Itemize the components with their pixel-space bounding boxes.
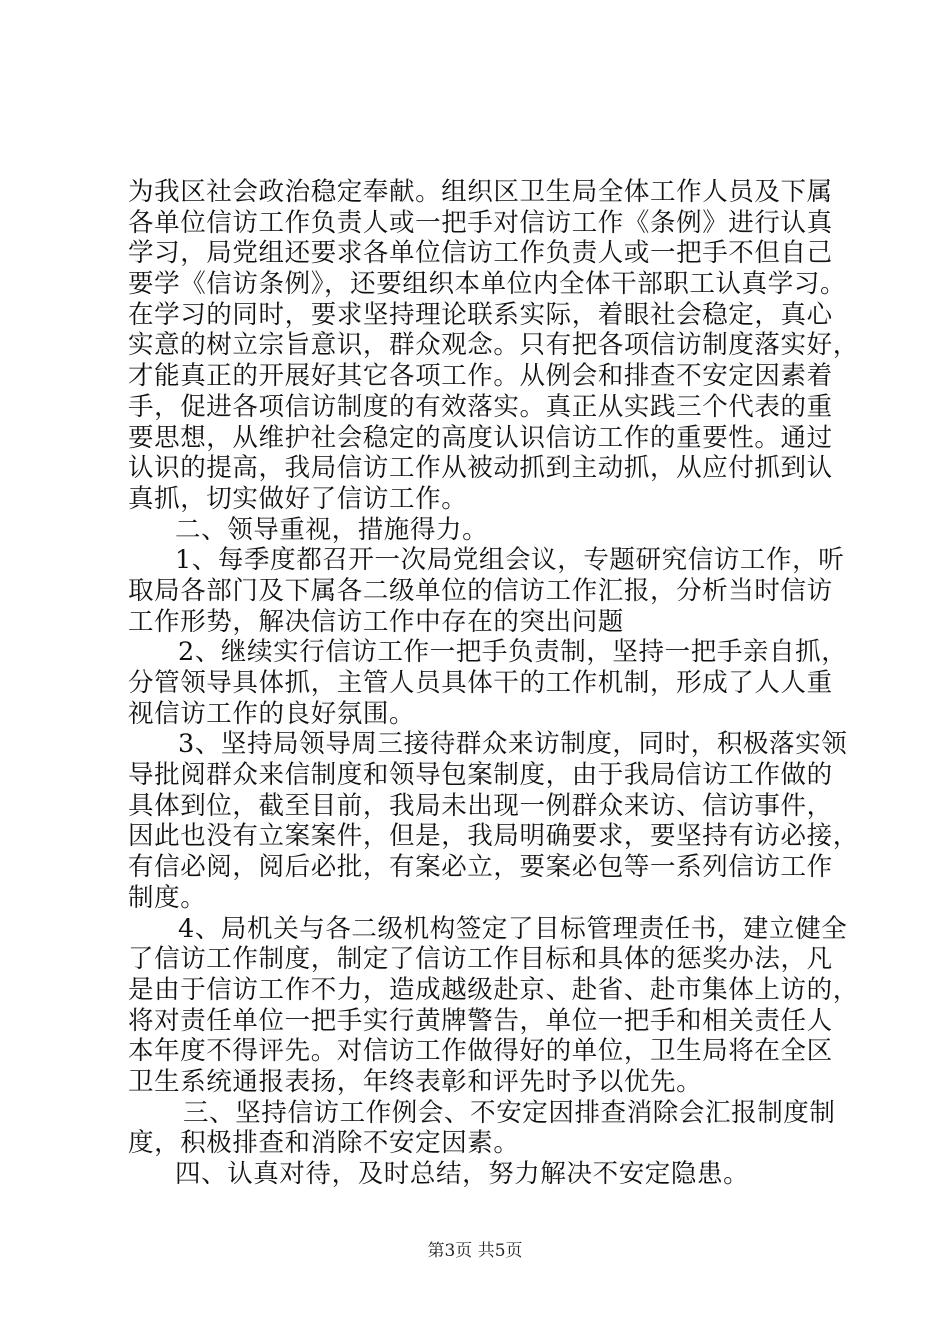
- paragraph-line: 本年度不得评先。对信访工作做得好的单位，卫生局将在全区: [128, 1036, 833, 1066]
- paragraph-line: 因此也没有立案案件，但是，我局明确要求，要坚持有访必接，: [128, 821, 859, 851]
- paragraph-line: 各单位信访工作负责人或一把手对信访工作《条例》进行认真: [128, 208, 833, 238]
- paragraph-line: 2、继续实行信访工作一把手负责制，坚持一把手亲自抓，: [178, 637, 848, 667]
- paragraph-line: 实意的树立宗旨意识，群众观念。只有把各项信访制度落实好，: [128, 330, 859, 360]
- paragraph-line: 有信必阅，阅后必批，有案必立，要案必包等一系列信访工作: [128, 852, 833, 882]
- paragraph-line: 4、局机关与各二级机构签定了目标管理责任书，建立健全: [178, 914, 848, 944]
- paragraph-line: 制度。: [128, 883, 207, 913]
- paragraph-line: 分管领导具体抓，主管人员具体干的工作机制，形成了人人重: [128, 668, 833, 698]
- section-heading: 二、领导重视，措施得力。: [175, 515, 489, 545]
- paragraph-line: 3、坚持局领导周三接待群众来访制度，同时，积极落实领: [178, 729, 848, 759]
- paragraph-line: 要学《信访条例》，还要组织本单位内全体干部职工认真学习。: [128, 269, 847, 299]
- paragraph-line: 学习，局党组还要求各单位信访工作负责人或一把手不但自己: [128, 238, 833, 268]
- paragraph-line: 视信访工作的良好氛围。: [128, 699, 416, 729]
- paragraph-line: 1、每季度都召开一次局党组会议，专题研究信访工作，听: [175, 545, 845, 575]
- paragraph-line: 是由于信访工作不力，造成越级赴京、赴省、赴市集体上访的，: [128, 975, 859, 1005]
- page-footer: 第3页 共5页: [427, 1241, 523, 1261]
- paragraph-line: 了信访工作制度，制定了信访工作目标和具体的惩奖办法，凡: [128, 944, 833, 974]
- paragraph-line: 在学习的同时，要求坚持理论联系实际，着眼社会稳定，真心: [128, 300, 833, 330]
- paragraph-line: 要思想，从维护社会稳定的高度认识信访工作的重要性。通过: [128, 423, 833, 453]
- paragraph-line: 为我区社会政治稳定奉献。组织区卫生局全体工作人员及下属: [128, 177, 833, 207]
- paragraph-line: 卫生系统通报表扬，年终表彰和评先时予以优先。: [128, 1067, 703, 1097]
- paragraph-line: 真抓，切实做好了信访工作。: [128, 484, 468, 514]
- paragraph-line: 才能真正的开展好其它各项工作。从例会和排查不安定因素着: [128, 361, 833, 391]
- paragraph-line: 认识的提高，我局信访工作从被动抓到主动抓，从应付抓到认: [128, 453, 833, 483]
- paragraph-line: 具体到位，截至目前，我局未出现一例群众来访、信访事件，: [128, 791, 833, 821]
- paragraph-line: 手，促进各项信访制度的有效落实。真正从实践三个代表的重: [128, 392, 833, 422]
- section-heading: 四、认真对待，及时总结，努力解决不安定隐患。: [175, 1159, 750, 1189]
- paragraph-line: 将对责任单位一把手实行黄牌警告，单位一把手和相关责任人: [128, 1006, 833, 1036]
- paragraph-line: 取局各部门及下属各二级单位的信访工作汇报，分析当时信访: [128, 576, 833, 606]
- section-heading: 三、坚持信访工作例会、不安定因排查消除会汇报制度制: [183, 1098, 836, 1128]
- paragraph-line: 度，积极排查和消除不安定因素。: [128, 1128, 520, 1158]
- paragraph-line: 工作形势，解决信访工作中存在的突出问题: [128, 607, 624, 637]
- paragraph-line: 导批阅群众来信制度和领导包案制度，由于我局信访工作做的: [128, 760, 833, 790]
